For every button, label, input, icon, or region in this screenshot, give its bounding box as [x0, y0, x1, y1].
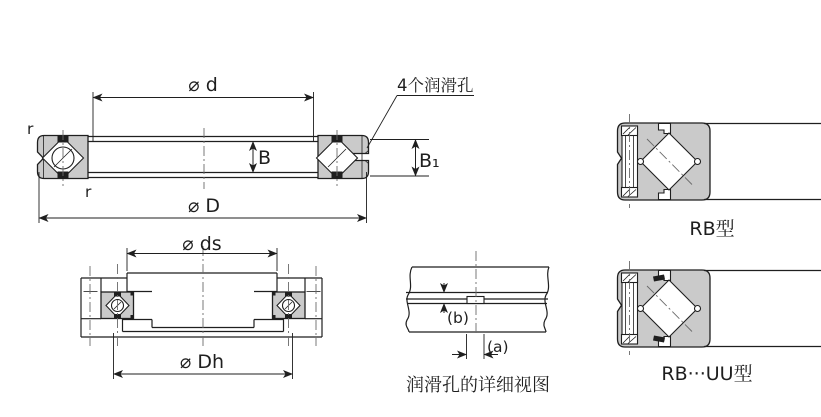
raceway-relief	[638, 159, 644, 165]
detail-dim-a-label: (a)	[487, 338, 509, 356]
main-cross-section-view	[27, 74, 474, 223]
seal-corner	[131, 292, 134, 296]
raceway-relief	[695, 159, 701, 165]
width-b-dim-label: B	[258, 147, 272, 169]
seal-corner	[131, 315, 134, 319]
detail-caption: 润滑孔的详细视图	[406, 375, 550, 396]
width-b1-dim-label: B₁	[419, 150, 440, 172]
phi-dh-dim-label: ⌀ Dh	[179, 351, 225, 373]
detail-dim-b-label: (b)	[447, 309, 469, 327]
lube-holes-label: 4个润滑孔	[397, 76, 474, 95]
rb-type-label: RB型	[689, 218, 735, 240]
lube-hole-callout	[367, 76, 474, 148]
lube-hole-detail-view	[406, 251, 550, 396]
rb-type-section-view	[618, 114, 821, 240]
leader-line	[367, 96, 397, 149]
chamfer-r-top-label: r	[27, 120, 34, 138]
mounting-cross-section-view	[81, 233, 322, 379]
lube-hole	[467, 297, 484, 304]
phi-ds-dim-label: ⌀ ds	[182, 233, 222, 255]
chamfer-r-bottom-label: r	[85, 183, 92, 201]
rb-uu-type-label: RB···UU型	[661, 363, 753, 385]
raceway-relief	[638, 306, 644, 312]
phi-d-dim-label: ⌀ d	[188, 74, 218, 96]
rb-uu-type-section-view	[618, 261, 821, 385]
seal-corner	[273, 292, 276, 296]
seal-corner	[273, 315, 276, 319]
raceway-relief	[695, 306, 701, 312]
phi-D-dim-label: ⌀ D	[187, 195, 221, 217]
